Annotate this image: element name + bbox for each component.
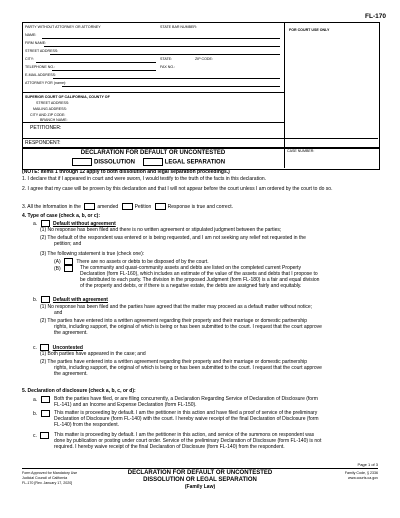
fax-label: FAX NO.: bbox=[160, 65, 176, 69]
street-field[interactable] bbox=[50, 54, 280, 55]
item-4b2b: rights, including support, the original of which is being or has been submitted to the court. I request that the court approve bbox=[54, 324, 322, 330]
petition-checkbox[interactable] bbox=[122, 203, 133, 210]
name-field[interactable] bbox=[42, 38, 280, 39]
both-filed-checkbox[interactable] bbox=[41, 396, 50, 403]
item-4a2: (2) The default of the respondent was entered or is being requested, and I am not seeking any relief not requested in the bbox=[40, 235, 306, 241]
item-5c-text-2: done by publication or posting under court order. Service of the preliminary Declaration of Disclosure (form FL-140) is not bbox=[54, 438, 322, 444]
default-with-agreement-checkbox[interactable] bbox=[41, 296, 50, 303]
firm-field[interactable] bbox=[44, 46, 280, 47]
item-4b bbox=[33, 296, 108, 303]
item-5c-label: c. bbox=[33, 432, 37, 439]
item-3 bbox=[22, 203, 378, 210]
uncontested-checkbox[interactable] bbox=[40, 344, 49, 351]
item-4a1: (1) No response has been filed and there is no written agreement or stipulated judgment between the parties; bbox=[40, 227, 282, 233]
firm-label: FIRM NAME: bbox=[25, 41, 47, 45]
party-heading: PARTY WITHOUT ATTORNEY OR ATTORNEY bbox=[25, 25, 101, 29]
item-5c-text-3: required. I hereby waive receipt of the final Declaration of Disclosure (form FL-140) from the respondent. bbox=[54, 444, 285, 450]
default-proof-checkbox[interactable] bbox=[41, 410, 50, 417]
respondent-label: RESPONDENT: bbox=[25, 140, 61, 146]
footer-title-1: DECLARATION FOR DEFAULT OR UNCONTESTED bbox=[127, 470, 273, 476]
option-B-text-1: The community and quasi-community assets and debts are listed on the completed current Property bbox=[80, 265, 301, 271]
default-with-agreement-title: Default with agreement bbox=[52, 296, 108, 303]
case-number-label: CASE NUMBER: bbox=[287, 149, 315, 153]
footer-left-2: Judicial Council of California bbox=[22, 476, 68, 480]
option-A-text: There are no assets or debts to be disposed of by the court. bbox=[76, 258, 209, 265]
footer-title-2: DISSOLUTION OR LEGAL SEPARATION bbox=[143, 477, 257, 483]
response-label: Response bbox=[167, 203, 191, 210]
form-number: FL-170 bbox=[365, 13, 386, 20]
item-5a-label: a. bbox=[33, 396, 38, 403]
title-divider bbox=[284, 147, 285, 168]
court-use-only-label: FOR COURT USE ONLY bbox=[289, 28, 330, 32]
uncontested-title: Uncontested bbox=[52, 344, 83, 351]
item-5c-text-1: This matter is proceeding by default. I am the petitioner in this action, and service of the summons on respondent was bbox=[54, 432, 315, 438]
default-without-agreement-title: Default without agreement bbox=[52, 220, 116, 227]
item-4c2c: the agreement. bbox=[54, 371, 88, 377]
item-1: 1. I declare that if I appeared in court and were sworn, I would testify to the truth of the facts in this declaration. bbox=[22, 176, 267, 182]
attorney-for-label: ATTORNEY FOR (name): bbox=[25, 81, 67, 85]
caption-divider bbox=[284, 22, 285, 147]
footer-right-1: Family Code, § 2336 bbox=[344, 471, 378, 475]
item-4a2b: petition; and bbox=[54, 241, 82, 247]
parties-divider bbox=[22, 122, 284, 123]
city-label: CITY: bbox=[25, 57, 34, 61]
item-5a-text-2: FL-141) and an Income and Expense Declaration (form FL-150). bbox=[54, 402, 197, 408]
state-bar-label: STATE BAR NUMBER: bbox=[160, 25, 198, 29]
item-4c2a: (2) The parties have entered into a written agreement regarding their property and their marriage or domestic partnership bbox=[40, 359, 307, 365]
amended-checkbox[interactable] bbox=[84, 203, 95, 210]
footer-left-1: Form Approved for Mandatory Use bbox=[22, 471, 78, 475]
item-5a-text-1: Both the parties have filed, or are filing concurrently, a Declaration Regarding Service of Declaration of Disclosure (form bbox=[54, 396, 318, 402]
petition-label: Petition bbox=[134, 203, 152, 210]
item-5-heading: 5. Declaration of disclosure (check a, b, c, or d): bbox=[22, 388, 136, 394]
item-5b-label: b. bbox=[33, 410, 38, 417]
item-4a bbox=[33, 220, 116, 227]
item-4b-label: b. bbox=[33, 296, 38, 303]
title-line2 bbox=[70, 158, 225, 167]
legal-separation-label: LEGAL SEPARATION bbox=[164, 159, 226, 166]
zip-label: ZIP CODE: bbox=[195, 57, 213, 61]
item-2: 2. I agree that my case will be proven by this declaration and that I will not appear before the court unless I am ordered by the court to do so. bbox=[22, 186, 333, 192]
item-5b-text-2: Declaration of Disclosure (form FL-140) with the court. I hereby waive receipt of the final Declaration of Disclosure (form bbox=[54, 416, 319, 422]
name-label: NAME: bbox=[25, 33, 37, 37]
petitioner-label: PETITIONER: bbox=[30, 125, 62, 131]
telephone-field[interactable] bbox=[52, 70, 156, 71]
item-5c bbox=[33, 432, 51, 439]
court-branch-label: BRANCH NAME: bbox=[40, 118, 68, 122]
item-4c1: (1) Both parties have appeared in the case; and bbox=[40, 351, 146, 357]
item-5a bbox=[33, 396, 52, 403]
footer-left-3: FL-170 [Rev. January 17, 2020] bbox=[22, 481, 73, 485]
publication-checkbox[interactable] bbox=[40, 432, 49, 439]
no-assets-checkbox[interactable] bbox=[64, 258, 73, 265]
title-line1: DECLARATION FOR DEFAULT OR UNCONTESTED bbox=[80, 150, 226, 156]
default-without-agreement-checkbox[interactable] bbox=[41, 220, 50, 227]
item-4b1b: and bbox=[54, 310, 63, 316]
city-field[interactable] bbox=[36, 62, 156, 63]
item-4b1: (1) No response has been filed and the parties have agreed that the matter may proceed as a default matter without notice; bbox=[40, 304, 313, 310]
legal-separation-checkbox[interactable] bbox=[143, 158, 163, 166]
item-4a3A bbox=[54, 258, 209, 265]
attorney-for-field[interactable] bbox=[62, 86, 280, 87]
telephone-label: TELEPHONE NO.: bbox=[25, 65, 56, 69]
court-heading: SUPERIOR COURT OF CALIFORNIA, COUNTY OF bbox=[25, 95, 110, 99]
option-A-label: (A) bbox=[54, 258, 61, 265]
option-B-text-2: Declaration (form FL-160), which includes an estimate of the value of the assets and debts that I propose to bbox=[80, 271, 318, 277]
amended-label: amended bbox=[97, 203, 119, 210]
item-3-text: 3. All the information in the bbox=[22, 203, 81, 210]
option-B-text-3: be distributed to each party. The division in the proposed Judgment (form FL-180) is a fair and equal division bbox=[80, 277, 320, 283]
footer-title-3: (Family Law) bbox=[184, 484, 216, 490]
item-5b-text-3: FL-140) from the respondent. bbox=[54, 422, 120, 428]
item-5b-text-1: This matter is proceeding by default. I am the petitioner in this action and have filed a proof of service of the preliminary bbox=[54, 410, 318, 416]
note: (NOTE: Items 1 through 12 apply to both dissolution and legal separation proceedings.) bbox=[22, 169, 230, 175]
court-mailing-label: MAILING ADDRESS: bbox=[33, 107, 67, 111]
court-street-label: STREET ADDRESS: bbox=[36, 101, 70, 105]
option-B-label: (B) bbox=[54, 265, 61, 272]
email-label: E-MAIL ADDRESS: bbox=[25, 73, 57, 77]
item-5b bbox=[33, 410, 52, 417]
state-label: STATE: bbox=[160, 57, 173, 61]
response-checkbox[interactable] bbox=[155, 203, 166, 210]
option-B-text-4: of the property and debts, or if there is a negative estate, the debts are assigned fairly and equitably. bbox=[80, 283, 302, 289]
item-4c-label: c. bbox=[33, 344, 37, 351]
item-4c bbox=[33, 344, 83, 351]
respondent-divider bbox=[22, 138, 378, 139]
item-4b2c: the agreement. bbox=[54, 330, 88, 336]
page-number: Page 1 of 3 bbox=[357, 462, 378, 467]
item-4b2a: (2) The parties have entered into a written agreement regarding their property and their marriage or domestic partnership bbox=[40, 318, 307, 324]
dissolution-checkbox[interactable] bbox=[72, 158, 92, 166]
dissolution-label: DISSOLUTION bbox=[94, 159, 136, 166]
court-divider bbox=[22, 92, 284, 93]
item-4a-label: a. bbox=[33, 220, 38, 227]
street-label: STREET ADDRESS: bbox=[25, 49, 59, 53]
court-city-label: CITY AND ZIP CODE: bbox=[30, 113, 66, 117]
item-4a3B bbox=[54, 265, 75, 272]
email-field[interactable] bbox=[53, 78, 280, 79]
item-4-heading: 4. Type of case (check a, b, or c): bbox=[22, 213, 100, 219]
footer-right-2: www.courts.ca.gov bbox=[348, 476, 378, 480]
item-3-end: is true and correct. bbox=[191, 203, 233, 210]
assets-listed-checkbox[interactable] bbox=[64, 265, 73, 272]
footer-rule bbox=[22, 468, 378, 469]
item-4a3: (3) The following statement is true (check one): bbox=[40, 251, 145, 257]
item-4c2b: rights, including support, the original of which is being or has been submitted to the court. I request that the court approve bbox=[54, 365, 322, 371]
